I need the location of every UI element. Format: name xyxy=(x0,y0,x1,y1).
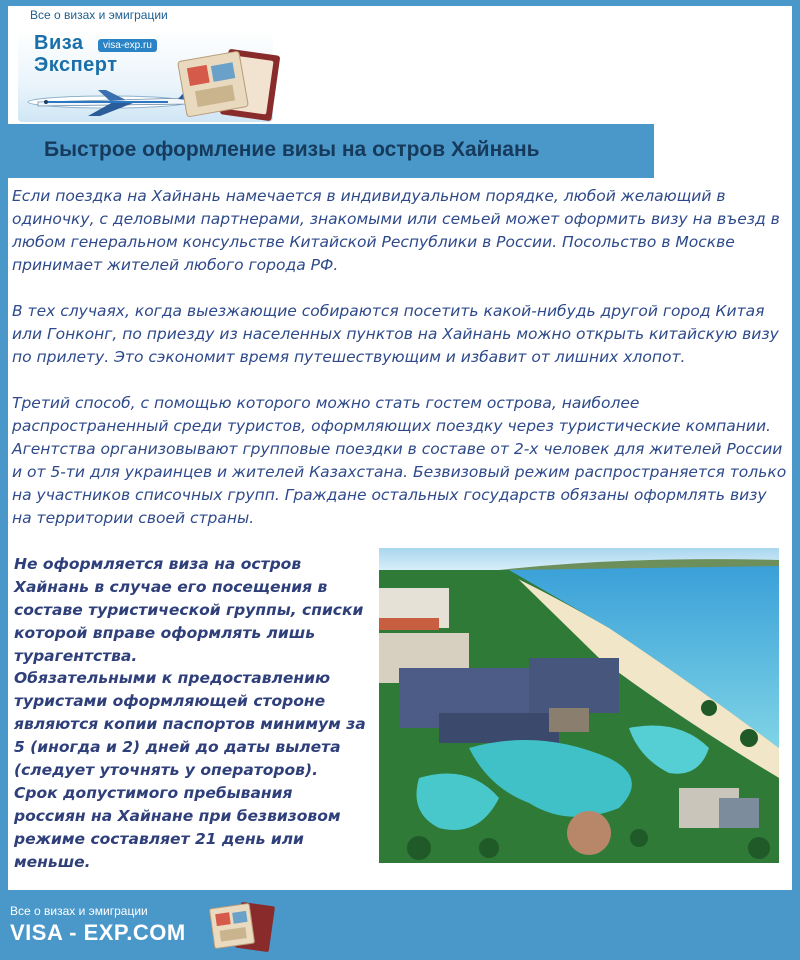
page-title: Быстрое оформление визы на остров Хайнань xyxy=(44,138,540,161)
site-footer xyxy=(0,890,800,960)
hainan-resort-photo xyxy=(379,548,779,863)
logo-word-expert: Эксперт xyxy=(34,54,118,76)
paragraph-individual-trip: Если поездка на Хайнань намечается в индивидуальном порядке, любой желающий в одиночку, с деловыми партнерами, знакомыми или семьей может оформить визу на въезд в любом генеральном консульстве Китайской Республики в России. Посольство в Москве принимает жителей любого города РФ. xyxy=(12,187,780,274)
logo-url-badge: visa-exp.ru xyxy=(98,39,157,52)
site-logo[interactable] xyxy=(18,24,308,124)
side-paragraph-documents: Обязательными к предоставлению туристами оформляющей стороне являются копии паспортов минимум за 5 (иногда и 2) дней до даты вылета (следует уточнять у операторов). Срок допустимого пребывания россиян на Хайнане при безвизовом режиме составляет 21 день или меньше. xyxy=(14,669,366,871)
footer-brand-link[interactable]: VISA - EXP.COM xyxy=(10,920,186,945)
paragraph-visa-on-arrival: В тех случаях, когда выезжающие собираются посетить какой-нибудь другой город Китая или Гонконг, по приезду из населенных пунктов на Хайнань можно открыть китайскую визу по прилету. Это сэкономит время путешествующим и избавит от лишних хлопот. xyxy=(12,302,779,366)
header-tagline: Все о визах и эмиграции xyxy=(30,8,168,22)
side-paragraph-group-visa: Не оформляется виза на остров Хайнань в случае его посещения в составе туристической группы, списки которой вправе оформлять лишь турагентства. xyxy=(14,555,364,665)
passports-icon xyxy=(208,898,278,954)
logo-word-visa: Виза xyxy=(34,32,84,54)
footer-tagline: Все о визах и эмиграции xyxy=(10,904,148,918)
passports-icon xyxy=(176,44,286,124)
paragraph-tour-agencies: Третий способ, с помощью которого можно стать гостем острова, наиболее распространенный среди туристов, оформляющих поездку через туристические компании. Агентства организовывают групповые поездки в составе от 2-х человек для жителей России и от 5-ти для украинцев и жителей Казахстана. Безвизовый режим распространяется только на участников списочных групп. Граждане остальных государств обязаны оформлять визу на территории своей страны. xyxy=(12,394,787,527)
article-title-band xyxy=(8,124,654,178)
site-header xyxy=(8,6,792,124)
airplane-icon xyxy=(18,72,198,120)
